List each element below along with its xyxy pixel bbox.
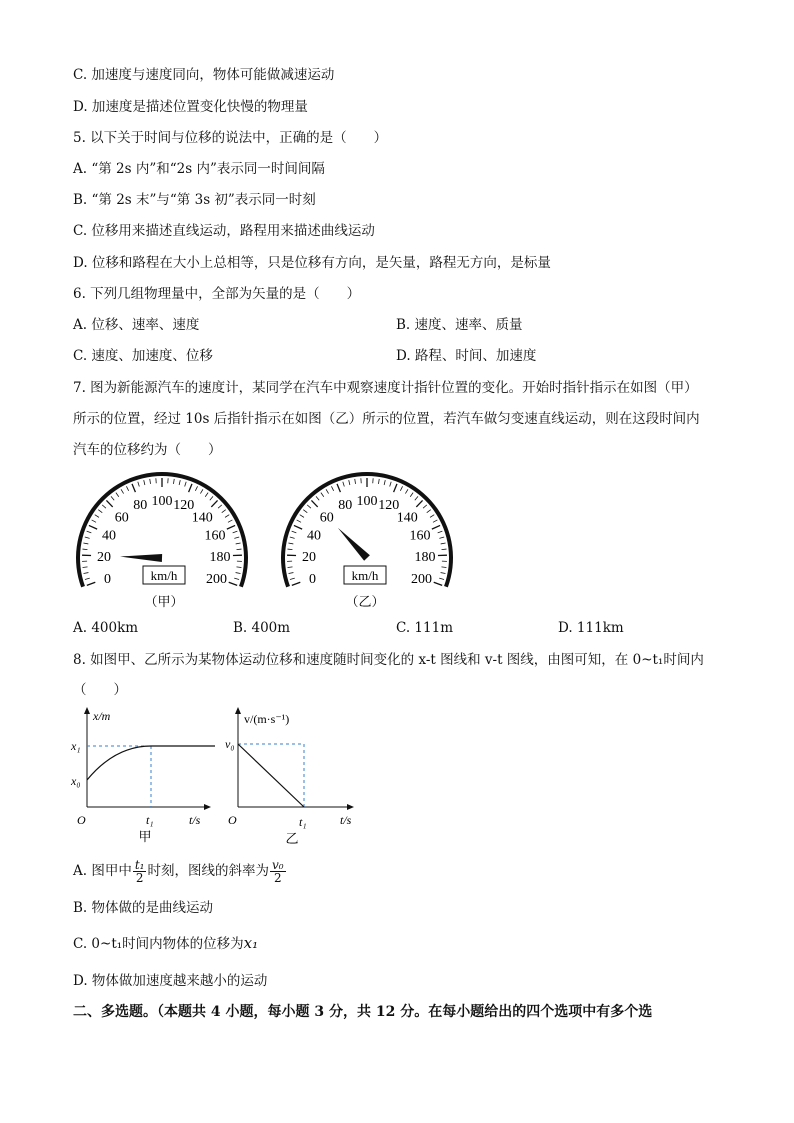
q8-option-c-variable: x₁ [243, 934, 259, 952]
minor-tick [173, 479, 174, 484]
minor-tick [439, 537, 444, 538]
minor-tick [405, 489, 408, 493]
major-tick [311, 500, 317, 506]
minor-tick [102, 505, 106, 508]
minor-tick [400, 486, 402, 490]
q6-option-c: C. 速度、加速度、位移 [73, 348, 213, 364]
minor-tick [287, 549, 292, 550]
minor-tick [430, 515, 434, 518]
t1-label: t₁ [146, 813, 154, 827]
fraction-t1-over-2 [133, 859, 147, 884]
major-tick [294, 525, 302, 529]
gauge-tick-label: 140 [191, 510, 213, 526]
x-axis-label: t/s [340, 813, 352, 827]
minor-tick [150, 479, 151, 484]
fraction-denominator: 2 [273, 871, 282, 885]
q4-option-d: D. 加速度是描述位置变化快慢的物理量 [73, 99, 308, 115]
minor-tick [439, 578, 444, 579]
gauge-caption: （乙） [345, 594, 385, 609]
minor-tick [331, 486, 333, 490]
unit-label: km/h [150, 568, 178, 583]
origin-label: O [228, 813, 237, 827]
minor-tick [210, 496, 213, 500]
y-axis-label: v/(m·s⁻¹) [244, 712, 290, 726]
minor-tick [83, 567, 88, 568]
q7-stem-line2: 所示的位置，经过 10s 后指针指示在如图（乙）所示的位置，若汽车做匀变速直线运动，则在这段时间内 [73, 411, 700, 427]
major-tick [106, 500, 112, 506]
major-tick [434, 582, 442, 585]
gauge-tick-label: 160 [409, 528, 431, 544]
minor-tick [225, 515, 229, 518]
minor-tick [87, 531, 92, 533]
gauge-tick-label: 160 [204, 528, 226, 544]
minor-tick [92, 520, 96, 522]
q6-option-d: D. 路程、时间、加速度 [396, 348, 537, 364]
minor-tick [289, 573, 294, 574]
minor-tick [316, 496, 319, 500]
minor-tick [415, 496, 418, 500]
minor-tick [195, 486, 197, 490]
q8-option-a [73, 858, 287, 884]
minor-tick [233, 531, 238, 533]
minor-tick [228, 520, 232, 522]
minor-tick [138, 482, 140, 487]
major-tick [394, 484, 397, 492]
minor-tick [343, 482, 345, 487]
x-axis-label: t/s [189, 813, 201, 827]
major-tick [337, 484, 340, 492]
q8-option-c-text: C. 0~t₁时间内物体的位移为 [73, 936, 244, 952]
x-axis-arrow [204, 804, 211, 810]
major-tick [229, 582, 237, 585]
x0-label: x₀ [71, 774, 81, 788]
unit-label: km/h [351, 568, 379, 583]
minor-tick [384, 480, 385, 485]
gauge-tick-label: 120 [378, 498, 400, 514]
minor-tick [442, 549, 447, 550]
q5-option-b: B. “第 2s 末”与“第 3s 初”表示同一时刻 [73, 192, 316, 208]
q5-option-a: A. “第 2s 内”和“2s 内”表示同一时间间隔 [73, 161, 325, 177]
minor-tick [288, 567, 293, 568]
minor-tick [85, 537, 90, 538]
speedometer-jia [65, 466, 260, 616]
minor-tick [288, 543, 293, 544]
q7-option-d: D. 111km [558, 620, 624, 636]
gauge-tick-label: 120 [173, 498, 195, 514]
minor-tick [433, 520, 437, 522]
q6-stem: 6. 下列几组物理量中，全部为矢量的是（ ） [73, 286, 361, 302]
y-axis-arrow [235, 707, 241, 714]
t1-label: t₁ [299, 815, 307, 829]
minor-tick [179, 480, 180, 485]
x-axis-arrow [347, 804, 354, 810]
major-tick [189, 484, 192, 492]
q8-option-a-middle: 时刻，图线的斜率为 [147, 863, 269, 879]
gauge-tick-label: 0 [103, 571, 111, 587]
gauge-tick-label: 180 [414, 549, 436, 565]
gauge-tick-label: 40 [102, 528, 117, 544]
minor-tick [410, 493, 413, 497]
minor-tick [441, 573, 446, 574]
graph-caption: 乙 [285, 831, 299, 846]
vt-graph-yi [222, 705, 372, 850]
minor-tick [427, 510, 431, 513]
fraction-numerator: t₁ [134, 858, 145, 872]
q6-option-b: B. 速度、速率、质量 [396, 317, 523, 333]
minor-tick [390, 482, 392, 487]
minor-tick [321, 493, 324, 497]
gauge-tick-label: 60 [319, 510, 334, 526]
minor-tick [85, 578, 90, 579]
fraction-denominator: 2 [135, 871, 144, 885]
q6-option-a: A. 位移、速率、速度 [73, 317, 200, 333]
gauge-needle [338, 528, 370, 561]
q8-option-c [73, 934, 258, 953]
q7-stem-line3: 汽车的位移约为（ ） [73, 442, 222, 458]
minor-tick [423, 505, 427, 508]
major-tick [89, 525, 97, 529]
minor-tick [303, 510, 307, 513]
q4-option-c: C. 加速度与速度同向，物体可能做减速运动 [73, 67, 335, 83]
origin-label: O [77, 813, 86, 827]
minor-tick [236, 567, 241, 568]
gauge-caption: （甲） [144, 594, 184, 609]
gauge-tick-label: 80 [133, 498, 148, 514]
major-tick [132, 484, 135, 492]
minor-tick [236, 573, 241, 574]
minor-tick [116, 493, 119, 497]
minor-tick [438, 531, 443, 533]
gauge-tick-label: 140 [396, 510, 418, 526]
fraction-numerator: v₀ [271, 858, 284, 872]
minor-tick [292, 531, 297, 533]
section-2-heading: 二、多选题。（本题共 4 小题，每小题 3 分，共 12 分。在每小题给出的四个选项中有多个选 [73, 1004, 653, 1020]
q8-option-b: B. 物体做的是曲线运动 [73, 900, 214, 916]
minor-tick [349, 480, 350, 485]
q7-option-a: A. 400km [73, 620, 139, 636]
major-tick [432, 525, 440, 529]
major-tick [416, 500, 422, 506]
vt-line [238, 744, 304, 807]
minor-tick [84, 573, 89, 574]
major-tick [211, 500, 217, 506]
y-axis-arrow [84, 707, 90, 714]
minor-tick [83, 543, 88, 544]
q5-option-c: C. 位移用来描述直线运动，路程用来描述曲线运动 [73, 223, 375, 239]
minor-tick [98, 510, 102, 513]
gauge-tick-label: 60 [114, 510, 129, 526]
minor-tick [326, 489, 329, 493]
minor-tick [144, 480, 145, 485]
gauge-tick-label: 80 [338, 498, 353, 514]
q8-option-a-prefix: A. 图甲中 [73, 863, 132, 879]
minor-tick [82, 549, 87, 550]
minor-tick [121, 489, 124, 493]
fraction-v0-over-2 [270, 859, 286, 884]
q8-option-d: D. 物体做加速度越来越小的运动 [73, 973, 268, 989]
gauge-tick-label: 0 [308, 571, 316, 587]
v0-label: v₀ [225, 737, 235, 751]
minor-tick [441, 567, 446, 568]
minor-tick [222, 510, 226, 513]
minor-tick [290, 537, 295, 538]
x1-label: x₁ [71, 739, 81, 753]
minor-tick [218, 505, 222, 508]
minor-tick [297, 520, 301, 522]
minor-tick [111, 496, 114, 500]
q5-option-d: D. 位移和路程在大小上总相等，只是位移有方向，是矢量，路程无方向，是标量 [73, 255, 551, 271]
minor-tick [237, 549, 242, 550]
minor-tick [200, 489, 203, 493]
gauge-tick-label: 180 [209, 549, 231, 565]
minor-tick [290, 578, 295, 579]
minor-tick [355, 479, 356, 484]
xt-curve [87, 746, 215, 780]
major-tick [292, 582, 300, 585]
gauge-tick-label: 100 [151, 494, 173, 509]
minor-tick [441, 543, 446, 544]
minor-tick [307, 505, 311, 508]
q7-option-b: B. 400m [233, 620, 291, 636]
xt-graph-jia [65, 705, 225, 850]
q7-stem-line1: 7. 图为新能源汽车的速度计，某同学在汽车中观察速度计指针位置的变化。开始时指针指示在如图（甲） [73, 380, 698, 396]
minor-tick [95, 515, 99, 518]
gauge-tick-label: 40 [307, 528, 322, 544]
minor-tick [126, 486, 128, 490]
q5-stem: 5. 以下关于时间与位移的说法中，正确的是（ ） [73, 130, 388, 146]
graph-caption: 甲 [138, 829, 152, 844]
gauge-tick-label: 100 [356, 494, 378, 509]
gauge-tick-label: 20 [97, 549, 112, 565]
y-axis-label: x/m [93, 709, 111, 723]
minor-tick [234, 537, 239, 538]
gauge-tick-label: 200 [206, 571, 228, 587]
minor-tick [205, 493, 208, 497]
q8-stem-line2: （ ） [73, 682, 127, 698]
major-tick [87, 582, 95, 585]
minor-tick [378, 479, 379, 484]
q8-stem-line1: 8. 如图甲、乙所示为某物体运动位移和速度随时间变化的 x-t 图线和 v-t 图线，由图可知，在 0~t₁时间内 [73, 652, 704, 668]
gauge-needle [120, 554, 162, 562]
major-tick [227, 525, 235, 529]
minor-tick [234, 578, 239, 579]
minor-tick [300, 515, 304, 518]
gauge-tick-label: 200 [411, 571, 433, 587]
gauge-tick-label: 20 [302, 549, 317, 565]
minor-tick [236, 543, 241, 544]
minor-tick [185, 482, 187, 487]
q7-option-c: C. 111m [396, 620, 453, 636]
speedometer-yi [270, 466, 465, 616]
